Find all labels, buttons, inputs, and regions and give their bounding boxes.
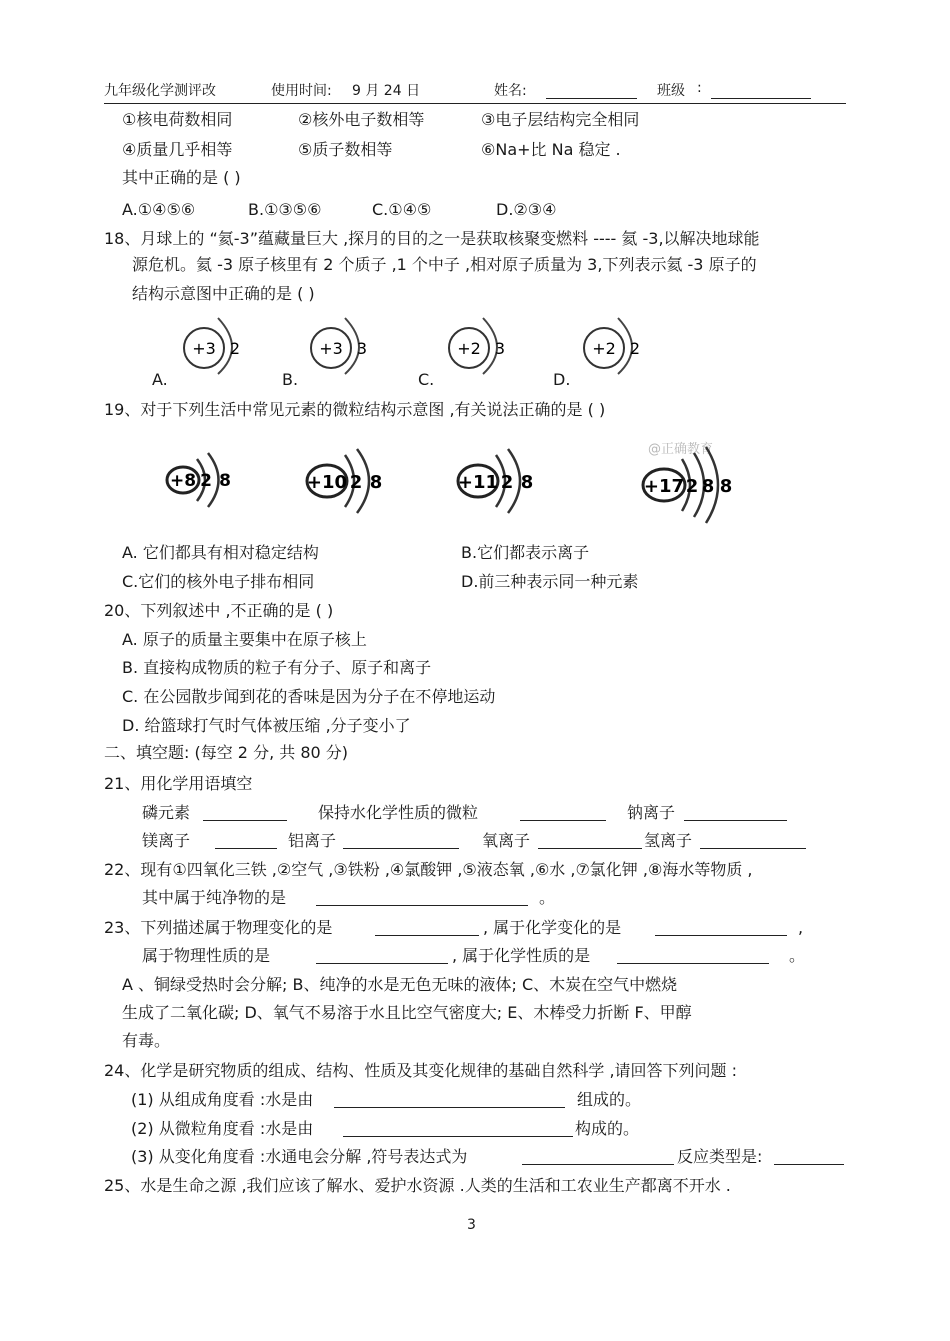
nucleus-label: +8 [169,471,197,491]
q18-diagram-b [305,312,375,380]
section-heading: 二、填空题: (每空 2 分, 共 80 分) [104,743,349,762]
shell-electrons: 8 [701,476,715,497]
shell-electrons: 2 [229,339,241,358]
q19-option-b: B.它们都表示离子 [461,543,590,562]
q19-diagram-1 [163,445,243,519]
q21-label: 铝离子 [288,831,337,850]
q17-item: ②核外电子数相等 [298,110,425,129]
q23-options: 有毒。 [122,1031,171,1050]
q19-diagram-4 [640,437,750,531]
q18-stem: 源危机。氦 -3 原子核里有 2 个质子 ,1 个中子 ,相对原子质量为 3,下列表示氦 -3 原子的 [132,255,757,274]
q23-stem: , 属于化学变化的是 [483,918,622,937]
q18-diagram-a [178,312,248,380]
answer-blank[interactable] [316,888,528,906]
q18-diagram-d [578,312,648,380]
q18-label-c: C. [418,370,435,389]
q23-stem: 属于物理性质的是 [142,946,271,965]
header-time-label: 使用时间: [271,83,332,99]
q21-label: 保持水化学性质的微粒 [318,803,479,822]
answer-blank[interactable] [520,803,606,821]
q21-label: 氧离子 [482,831,531,850]
nucleus-label: +3 [192,339,216,358]
q22-stem: 22、现有①四氧化三铁 ,②空气 ,③铁粉 ,④氯酸钾 ,⑤液态氧 ,⑥水 ,⑦氯化钾 ,⑧海水等物质 , [104,860,753,879]
q23-stem: , [798,918,804,937]
q23-stem: 。 [789,946,806,965]
shell-electrons: 8 [369,472,383,493]
q17-item: ⑥Na+比 Na 稳定 . [481,140,621,159]
q20-option-a: A. 原子的质量主要集中在原子核上 [122,630,367,649]
nucleus-label: +11 [457,472,499,493]
header-rule [104,103,846,104]
shell-electrons: 8 [719,476,733,497]
shell-electrons: 8 [520,472,534,493]
nucleus-label: +3 [319,339,343,358]
answer-blank[interactable] [655,918,787,936]
q23-stem: , 属于化学性质的是 [452,946,591,965]
q17-prompt: 其中正确的是 ( ) [122,168,241,187]
q18-diagram-c [443,312,513,380]
header-date: 9 月 24 日 [352,83,421,99]
shell-electrons: 2 [685,476,699,497]
answer-blank[interactable] [684,803,787,821]
name-blank[interactable] [546,82,637,99]
q23-options: A 、铜绿受热时会分解; B、纯净的水是无色无味的液体; C、木炭在空气中燃烧 [122,975,678,994]
q20-option-c: C. 在公园散步闻到花的香味是因为分子在不停地运动 [122,687,496,706]
q17-item: ④质量几乎相等 [122,140,233,159]
q21-stem: 21、用化学用语填空 [104,774,253,793]
q19-option-a: A. 它们都具有相对稳定结构 [122,543,319,562]
answer-blank[interactable] [334,1090,565,1108]
q24-sub: 构成的。 [575,1119,640,1138]
answer-blank[interactable] [343,1119,573,1137]
q24-sub: (3) 从变化角度看 :水通电会分解 ,符号表达式为 [131,1147,468,1166]
q24-sub: (1) 从组成角度看 :水是由 [131,1090,314,1109]
q18-label-a: A. [152,370,168,389]
header-title: 九年级化学测评改 [104,83,216,99]
answer-blank[interactable] [343,831,459,849]
q18-label-b: B. [282,370,299,389]
q18-label-d: D. [553,370,571,389]
q18-stem: 结构示意图中正确的是 ( ) [132,284,315,303]
nucleus-label: +2 [592,339,616,358]
q21-label: 磷元素 [142,803,191,822]
q24-sub: 组成的。 [577,1090,642,1109]
q25-stem: 25、水是生命之源 ,我们应该了解水、爱护水资源 .人类的生活和工农业生产都离不开水 . [104,1176,731,1195]
shell-electrons: 3 [494,339,506,358]
q19-diagram-3 [454,443,544,523]
q19-diagram-2 [303,443,393,523]
q20-stem: 20、下列叙述中 ,不正确的是 ( ) [104,601,334,620]
q24-sub: (2) 从微粒角度看 :水是由 [131,1119,314,1138]
q17-option-b: B.①③⑤⑥ [248,200,322,219]
q17-option-a: A.①④⑤⑥ [122,200,196,219]
answer-blank[interactable] [538,831,642,849]
answer-blank[interactable] [215,831,277,849]
q21-label: 钠离子 [627,803,676,822]
q19-option-d: D.前三种表示同一种元素 [461,572,639,591]
q19-stem: 19、对于下列生活中常见元素的微粒结构示意图 ,有关说法正确的是 ( ) [104,400,606,419]
q23-stem: 23、下列描述属于物理变化的是 [104,918,333,937]
nucleus-label: +17 [643,476,685,497]
q17-item: ③电子层结构完全相同 [481,110,640,129]
shell-electrons: 2 [349,472,363,493]
shell-electrons: 2 [500,472,514,493]
q18-stem: 18、月球上的 “氦-3”蕴藏量巨大 ,探月的目的之一是获取核聚变燃料 ---- 氦 -3,以解决地球能 [104,229,760,248]
q19-option-c: C.它们的核外电子排布相同 [122,572,315,591]
q21-label: 氢离子 [644,831,693,850]
q22-prompt: 其中属于纯净物的是 [142,888,287,907]
q17-item: ⑤质子数相等 [298,140,393,159]
answer-blank[interactable] [203,803,287,821]
q17-option-d: D.②③④ [496,200,557,219]
nucleus-label: +10 [306,472,348,493]
header-name-label: 姓名: [494,83,527,99]
q17-item: ①核电荷数相同 [122,110,233,129]
shell-electrons: 2 [200,471,212,491]
watermark-text: @正确教育 [648,442,714,457]
shell-electrons: 3 [356,339,368,358]
answer-blank[interactable] [316,946,448,964]
q24-sub: 反应类型是: [677,1147,763,1166]
q17-option-c: C.①④⑤ [372,200,432,219]
class-blank[interactable] [711,82,811,99]
answer-blank[interactable] [522,1147,674,1165]
answer-blank[interactable] [774,1147,844,1165]
answer-blank[interactable] [617,946,769,964]
shell-electrons: 2 [629,339,641,358]
nucleus-label: +2 [457,339,481,358]
q22-end: 。 [539,888,556,907]
q20-option-b: B. 直接构成物质的粒子有分子、原子和离子 [122,658,432,677]
answer-blank[interactable] [375,918,479,936]
shell-electrons: 8 [219,471,231,491]
answer-blank[interactable] [700,831,806,849]
page-number: 3 [467,1217,476,1233]
q20-option-d: D. 给篮球打气时气体被压缩 ,分子变小了 [122,716,411,735]
header-class-label: 班级 [657,83,685,99]
q23-options: 生成了二氧化碳; D、氧气不易溶于水且比空气密度大; E、木棒受力折断 F、甲醇 [122,1003,692,1022]
q24-stem: 24、化学是研究物质的组成、结构、性质及其变化规律的基础自然科学 ,请回答下列问题 : [104,1061,738,1080]
q21-label: 镁离子 [142,831,191,850]
header-class-colon: : [697,80,702,96]
